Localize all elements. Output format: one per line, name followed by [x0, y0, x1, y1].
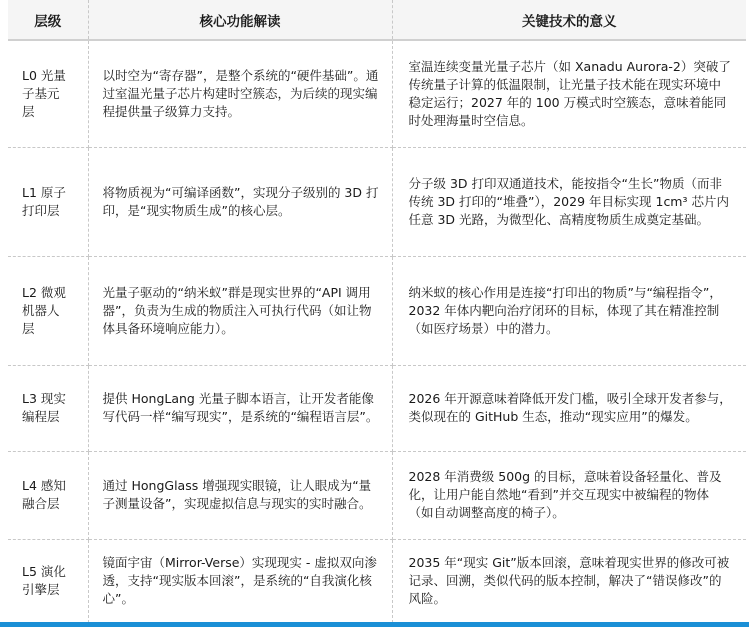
- function-cell: [88, 365, 392, 451]
- significance-text: 2026 年开源意味着降低开发门槛，吸引全球开发者参与，类似现在的 GitHub 生态，推动“现实应用”的爆发。: [408, 391, 732, 424]
- significance-text: 纳米蚁的核心作用是连接“打印出的物质”与“编程指令”，2032 年体内靶向治疗闭环的目标，体现了其在精准控制（如医疗场景）中的潜力。: [408, 284, 722, 336]
- table-row: [8, 365, 746, 451]
- significance-text: 室温连续变量光量子芯片（如 Xanadu Aurora-2）突破了传统量子计算的低温限制，让光量子技术能在现实环境中稳定运行；2027 年的 100 万模式时空簇态，意味着能同时处理海量时空信息。: [408, 58, 731, 128]
- function-cell: [88, 40, 392, 147]
- significance-cell: [392, 147, 746, 256]
- function-cell: [88, 147, 392, 256]
- architecture-table: [8, 0, 746, 623]
- function-text: 将物质视为“可编译函数”，实现分子级别的 3D 打印，是“现实物质生成”的核心层。: [102, 184, 379, 218]
- significance-cell: [392, 451, 746, 539]
- level-text: L1 原子打印层: [22, 184, 66, 218]
- table-header-row: [8, 0, 746, 40]
- level-cell: [8, 365, 88, 451]
- header-significance: 关键技术的意义: [392, 0, 746, 40]
- significance-cell: [392, 365, 746, 451]
- header-level: 层级: [8, 0, 88, 40]
- function-cell: [88, 539, 392, 622]
- level-text: L5 演化引擎层: [22, 563, 66, 597]
- level-cell: [8, 451, 88, 539]
- significance-cell: [392, 256, 746, 365]
- function-text: 镜面宇宙（Mirror-Verse）实现现实 - 虚拟双向渗透，支持“现实版本回滚”，是系统的“自我演化核心”。: [102, 554, 377, 606]
- table-row: [8, 451, 746, 539]
- significance-text: 2035 年“现实 Git”版本回滚，意味着现实世界的修改可被记录、回溯，类似代码的版本控制，解决了“错误修改”的风险。: [408, 554, 730, 606]
- significance-cell: [392, 40, 746, 147]
- function-cell: [88, 256, 392, 365]
- table-row: [8, 539, 746, 622]
- level-text: L3 现实编程层: [22, 391, 66, 424]
- level-text: L4 感知融合层: [22, 478, 66, 511]
- function-text: 提供 HongLang 光量子脚本语言，让开发者能像写代码一样“编写现实”，是系统的“编程语言层”。: [102, 391, 379, 424]
- level-text: L0 光量子基元层: [22, 67, 66, 119]
- function-cell: [88, 451, 392, 539]
- bottom-accent-bar: [0, 622, 749, 627]
- level-cell: [8, 147, 88, 256]
- significance-cell: [392, 539, 746, 622]
- function-text: 以时空为“寄存器”，是整个系统的“硬件基础”。通过室温光量子芯片构建时空簇态，为后续的现实编程提供量子级算力支持。: [102, 67, 379, 119]
- significance-text: 分子级 3D 打印双通道技术，能按指令“生长”物质（而非传统 3D 打印的“堆叠”），2029 年目标实现 1cm³ 芯片内任意 3D 光路，为微型化、高精度物质生成奠定基础。: [408, 175, 729, 227]
- table-row: [8, 256, 746, 365]
- significance-text: 2028 年消费级 500g 的目标，意味着设备轻量化、普及化，让用户能自然地“看到”并交互现实中被编程的物体（如自动调整高度的椅子）。: [408, 469, 722, 520]
- level-cell: [8, 40, 88, 147]
- header-function: 核心功能解读: [88, 0, 392, 40]
- function-text: 光量子驱动的“纳米蚁”群是现实世界的“API 调用器”，负责为生成的物质注入可执行代码（如让物体具备环境响应能力）。: [102, 284, 372, 336]
- level-text: L2 微观机器人层: [22, 284, 66, 336]
- table-container: [8, 0, 746, 623]
- level-cell: [8, 539, 88, 622]
- table-row: [8, 40, 746, 147]
- level-cell: [8, 256, 88, 365]
- table-row: [8, 147, 746, 256]
- function-text: 通过 HongGlass 增强现实眼镜，让人眼成为“量子测量设备”，实现虚拟信息与现实的实时融合。: [102, 478, 372, 511]
